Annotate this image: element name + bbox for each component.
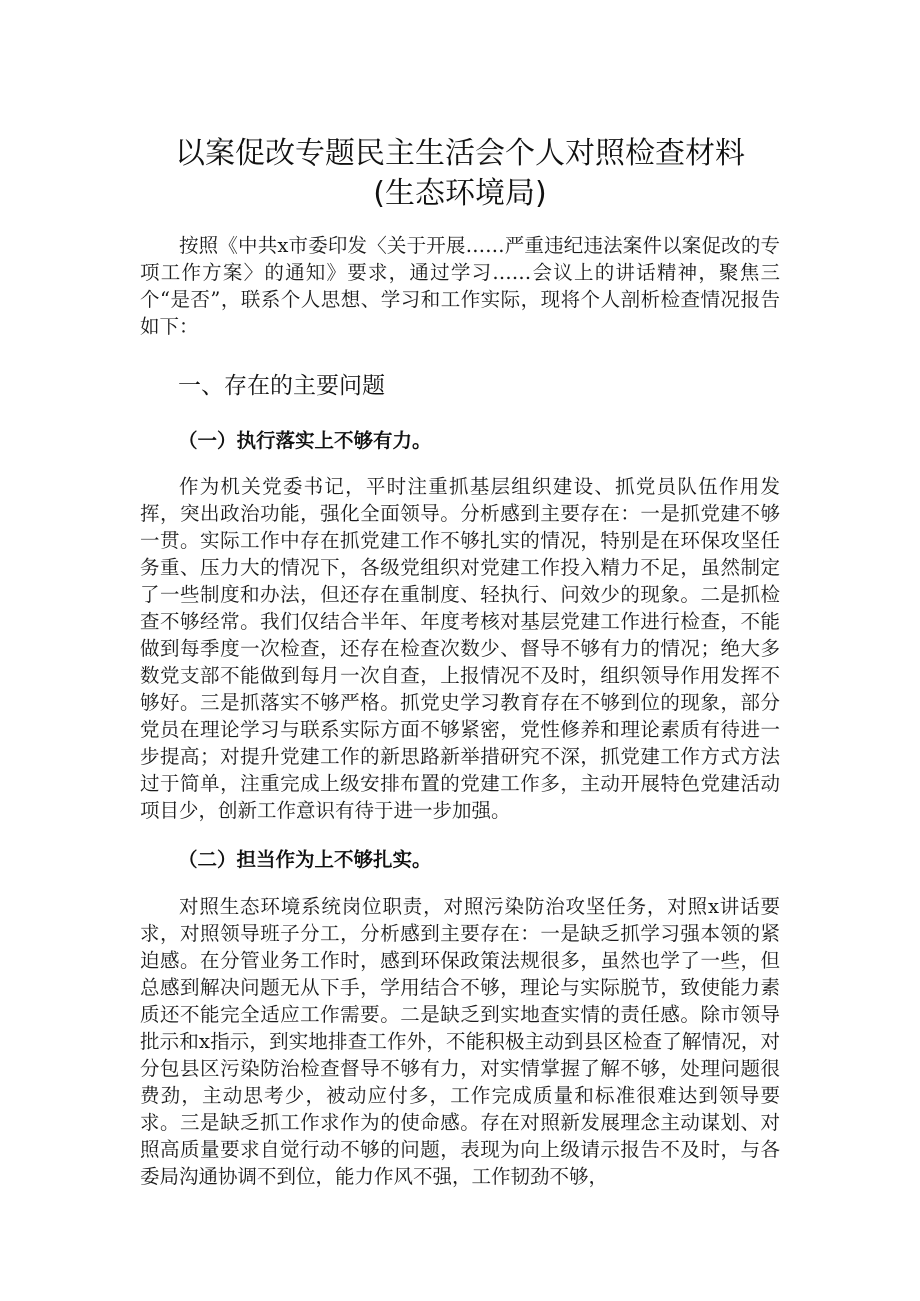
subsection-heading-responsibility: （二）担当作为上不够扎实。: [178, 848, 432, 871]
document-subtitle: (生态环境局): [373, 176, 547, 211]
section-heading-problems: 一、存在的主要问题: [178, 373, 385, 399]
subsection-body-responsibility: 对照生态环境系统岗位职责，对照污染防治攻坚任务，对照x讲话要求，对照领导班子分工，分析感到主要存在：一是缺乏抓学习强本领的紧迫感。在分管业务工作时，感到环保政策法规很多，虽然也学了一些，但总感到解决问题无从下手，学用结合不够，理论与实际脱节，致使能力素质还不能完全适应工作需要。二是缺乏到实地查实情的责任感。除市领导批示和x指示，到实地排查工作外，不能积极主动到县区检查了解情况，对分包县区污染防治检查督导不够有力，对实情掌握了解不够，处理问题很费劲，主动思考少，被动应付多，工作完成质量和标准很难达到领导要求。三是缺乏抓工作求作为的使命感。存在对照新发展理念主动谋划、对照高质量要求自觉行动不够的问题，表现为向上级请示报告不及时，与各委局沟通协调不到位，能力作风不强，工作韧劲不够，: [140, 895, 780, 1188]
intro-paragraph: 按照《中共x市委印发〈关于开展……严重违纪违法案件以案促改的专项工作方案〉的通知》要求，通过学习……会议上的讲话精神，聚焦三个“是否”，联系个人思想、学习和工作实际，现将个人剖析检查情况报告如下：: [140, 234, 780, 338]
document-title: 以案促改专题民主生活会个人对照检查材料: [175, 136, 745, 171]
subsection-body-execution: 作为机关党委书记，平时注重抓基层组织建设、抓党员队伍作用发挥，突出政治功能，强化全面领导。分析感到主要存在：一是抓党建不够一贯。实际工作中存在抓党建工作不够扎实的情况，特别是在环保攻坚任务重、压力大的情况下，各级党组织对党建工作投入精力不足，虽然制定了一些制度和办法，但还存在重制度、轻执行、问效少的现象。二是抓检查不够经常。我们仅结合半年、年度考核对基层党建工作进行检查，不能做到每季度一次检查，还存在检查次数少、督导不够有力的情况；绝大多数党支部不能做到每月一次自查，上报情况不及时，组织领导作用发挥不够好。三是抓落实不够严格。抓党史学习教育存在不够到位的现象，部分党员在理论学习与联系实际方面不够紧密，党性修养和理论素质有待进一步提高；对提升党建工作的新思路新举措研究不深，抓党建工作方式方法过于简单，注重完成上级安排布置的党建工作多，主动开展特色党建活动项目少，创新工作意识有待于进一步加强。: [140, 475, 780, 822]
subsection-heading-execution: （一）执行落实上不够有力。: [178, 429, 432, 452]
